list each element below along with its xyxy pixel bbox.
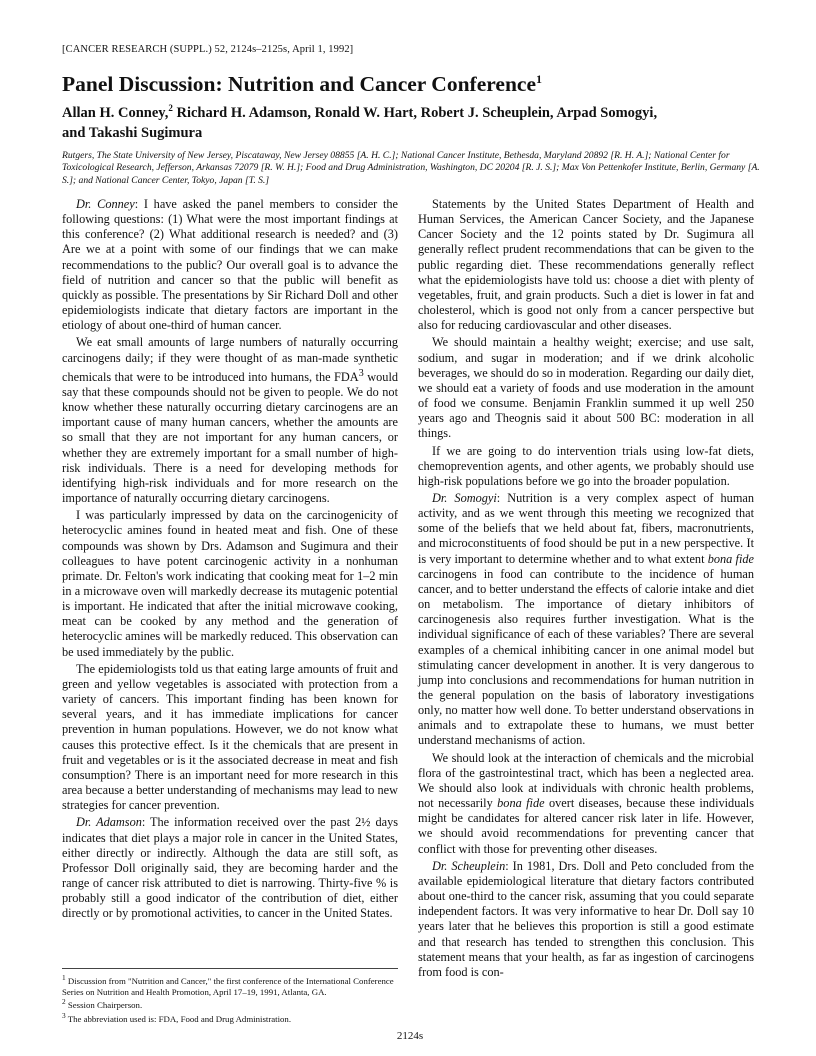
- paragraph: [418, 859, 754, 980]
- article-title: [62, 66, 762, 97]
- paragraph-text: We eat small amounts of large numbers of naturally occurring carcinogens daily; if they were thought of as man-made synthetic chemicals that were to be introduced into humans, the FDA: [62, 335, 398, 384]
- paragraph-text: : The information received over the past 2½ days indicates that diet plays a major role in cancer in the United States, either directly or indirectly. Although the data are still soft, as Professor Doll originally said, they are becoming harder and the range of cancer risk attributed to diet is narrowing. Thirty-five % is probably still a good indicator of the contribution of diet, either directly or by promotional activities, to cancer in the United States.: [62, 815, 398, 921]
- speaker-name: Dr. Adamson: [76, 815, 142, 830]
- paragraph: [62, 815, 398, 921]
- speaker-name: Dr. Somogyi: [432, 490, 497, 505]
- left-column: [62, 197, 398, 967]
- paragraph: [62, 335, 398, 506]
- paragraph: [62, 197, 398, 333]
- paragraph: Statements by the United States Department of Health and Human Services, the American Cancer Society, and the Japanese Cancer Society and the 12 points stated by Dr. Sugimura all generally reflect prudent recommendations that can be given to the public regarding diet. These recommendations generally reflect what the epidemiologists have told us: choose a diet with plenty of vegetables, fruit, and grain products. Such a diet is lower in fat and cholesterol, which is good not only from a cancer perspective but also for reducing cardiovascular and other diseases.: [418, 197, 754, 333]
- footnote-mark: 3: [62, 1010, 66, 1020]
- author-conney: Allan H. Conney,: [62, 104, 169, 121]
- paragraph: I was particularly impressed by data on the carcinogenicity of heterocyclic amines found in heated meat and fish. One of these compounds was shown by Drs. Adamson and Sugimura and their colleagues to have potent carcinogenic activity in a nonhuman primate. Dr. Felton's work indicating that cooking meat for 1–2 min in a microwave oven will markedly decrease its mutagenic potential is important. He indicated that after the initial microwave cooking, meat can be cooked by any method and the generation of heterocyclic amines will be markedly reduced. This observation can be used immediately by the public.: [62, 508, 398, 659]
- footnote-3: [62, 1011, 398, 1025]
- paragraph: The epidemiologists told us that eating large amounts of fruit and green and yellow vegetables is associated with protection from a variety of cancers. This important finding has been known for several years, and it has immediate implications for cancer prevention in human populations. However, we do not know what causes this protective effect. Is it the chemicals that are present in fruit and vegetables or is it the associated decrease in meat and fish consumption? There is an important need for more research in this area because a better understanding of mechanisms may lead to new strategies for cancer prevention.: [62, 661, 398, 813]
- paragraph-text: We should look at the interaction of chemicals and the microbial flora of the gastrointestinal tract, which has been a neglected area. We should also look at individuals with chronic health problems, not necessarily: [418, 750, 754, 811]
- paragraph-text: : Nutrition is a very complex aspect of human activity, and as we went through this meeting we recognized that some of the beliefs that we held about fat, fibers, macronutrients, and microconstituents of food should be put in a new perspective. It is very important to determine whether and to what extent: [418, 490, 754, 566]
- footnotes: [62, 968, 398, 1024]
- paragraph: [418, 751, 754, 857]
- authors-other: Richard H. Adamson, Ronald W. Hart, Robert J. Scheuplein, Arpad Somogyi,: [172, 104, 658, 121]
- paragraph-text: : I have asked the panel members to consider the following questions: (1) What were the most important findings at this conference? (2) What additional research is needed? and (3) Are we at a point with some of our findings that we can make recommendations to the public? Our overall goal is to advance the field of nutrition and cancer so that the public will benefit as quickly as possible. The presentations by Sir Richard Doll and other epidemiologists indicate that dietary factors are important in the etiology of about one-third of human cancer.: [62, 197, 398, 333]
- paragraph-text: overt diseases, because these individuals might be candidates for altered cancer risk later in life. However, we should avoid recommendations for preventing cancer that conflict with those for preventing other diseases.: [418, 796, 755, 856]
- journal-citation: [CANCER RESEARCH (SUPPL.) 52, 2124s–2125s, April 1, 1992]: [62, 44, 354, 55]
- paragraph: If we are going to do intervention trials using low-fat diets, chemoprevention agents, and other agents, we probably should use high-risk populations before we go into the broader population.: [418, 443, 754, 488]
- affiliations: Rutgers, The State University of New Jersey, Piscataway, New Jersey 08855 [A. H. C.]; National Cancer Institute, Bethesda, Maryland 20892 [R. H. A.]; National Center for Toxicological Research, Jefferson, Arkansas 72079 [R. W. H.]; Food and Drug Administration, Washington, DC 20204 [R. J. S.]; Max Von Pettenkofer Institute, Berlin, Germany [A. S.]; and National Cancer Center, Tokyo, Japan [T. S.]: [62, 150, 760, 186]
- paragraph-text: carcinogens in food can contribute to the incidence of human cancer, and to better understand the effects of calorie intake and diet on metabolism. The importance of dietary inhibitors of carcinogenesis also requires further investigation. What is the individual significance of each of these variables? There are several examples of a chemical inhibiting cancer in one animal model but stimulating cancer development in another. It is very dangerous to jump into conclusions and recommendations for human nutrition in the general population on the basis of laboratory investigations only, no matter how well done. To better understand observations in animals and to extrapolate these to humans, we must better understand mechanisms of action.: [418, 566, 754, 748]
- author-list: [62, 98, 762, 143]
- footnote-text: Session Chairperson.: [65, 1000, 143, 1011]
- page-number: 2124s: [396, 1030, 424, 1042]
- footnote-text: The abbreviation used is: FDA, Food and Drug Administration.: [65, 1013, 292, 1024]
- paragraph: We should maintain a healthy weight; exercise; and use salt, sodium, and sugar in moderation; and if we drink alcoholic beverages, we should do so in moderation. Regarding our daily diet, we should eat a variety of foods and use moderation in the amount of food we consume. Benjamin Franklin summed it up well 250 years ago and Theognis said it about 500 BC: moderation in all things.: [418, 335, 754, 441]
- footnote-text: Discussion from "Nutrition and Cancer," the first conference of the International Conference Series on Nutrition and Health Promotion, April 17–19, 1991, Atlanta, GA.: [62, 975, 394, 997]
- title-footnote-mark: 1: [536, 72, 542, 86]
- footnote-2: [62, 997, 398, 1011]
- author-footnote-mark: 2: [168, 103, 173, 113]
- title-text: Panel Discussion: Nutrition and Cancer Conference: [62, 72, 536, 97]
- paragraph-text: would say that these compounds should not be given to people. We do not know whether these naturally occurring dietary carcinogens are an important cause of many human cancers, whether the amounts are so small that they are not important for any human cancers, or whether they are extremely important for a small number of high-risk individuals. There is a need for developing methods for identifying high-risk individuals and for more research on the importance of naturally occurring dietary carcinogens.: [62, 369, 399, 506]
- emphasis: bona fide: [497, 796, 545, 811]
- speaker-name: Dr. Conney: [76, 197, 135, 211]
- paragraph-text: : In 1981, Drs. Doll and Peto concluded from the available epidemiological literature that dietary factors contributed about one-third to the cancer risk, assuming that you could separate independent factors. It was very informative to hear Dr. Doll say 10 years later that he believes this proportion is still a good estimate and that research has tended to strengthen this conclusion. This statement means that your health, as far as ingestion of carcinogens from food is con-: [418, 858, 754, 979]
- footnote-1: [62, 973, 398, 997]
- speaker-name: Dr. Scheuplein: [432, 858, 506, 873]
- paragraph: [418, 491, 754, 749]
- footnote-mark: 2: [62, 997, 66, 1007]
- right-column: [418, 197, 754, 1047]
- emphasis: bona fide: [707, 551, 754, 566]
- footnote-mark: 3: [358, 367, 364, 379]
- footnote-mark: 1: [62, 973, 66, 982]
- author-sugimura: and Takashi Sugimura: [62, 124, 203, 141]
